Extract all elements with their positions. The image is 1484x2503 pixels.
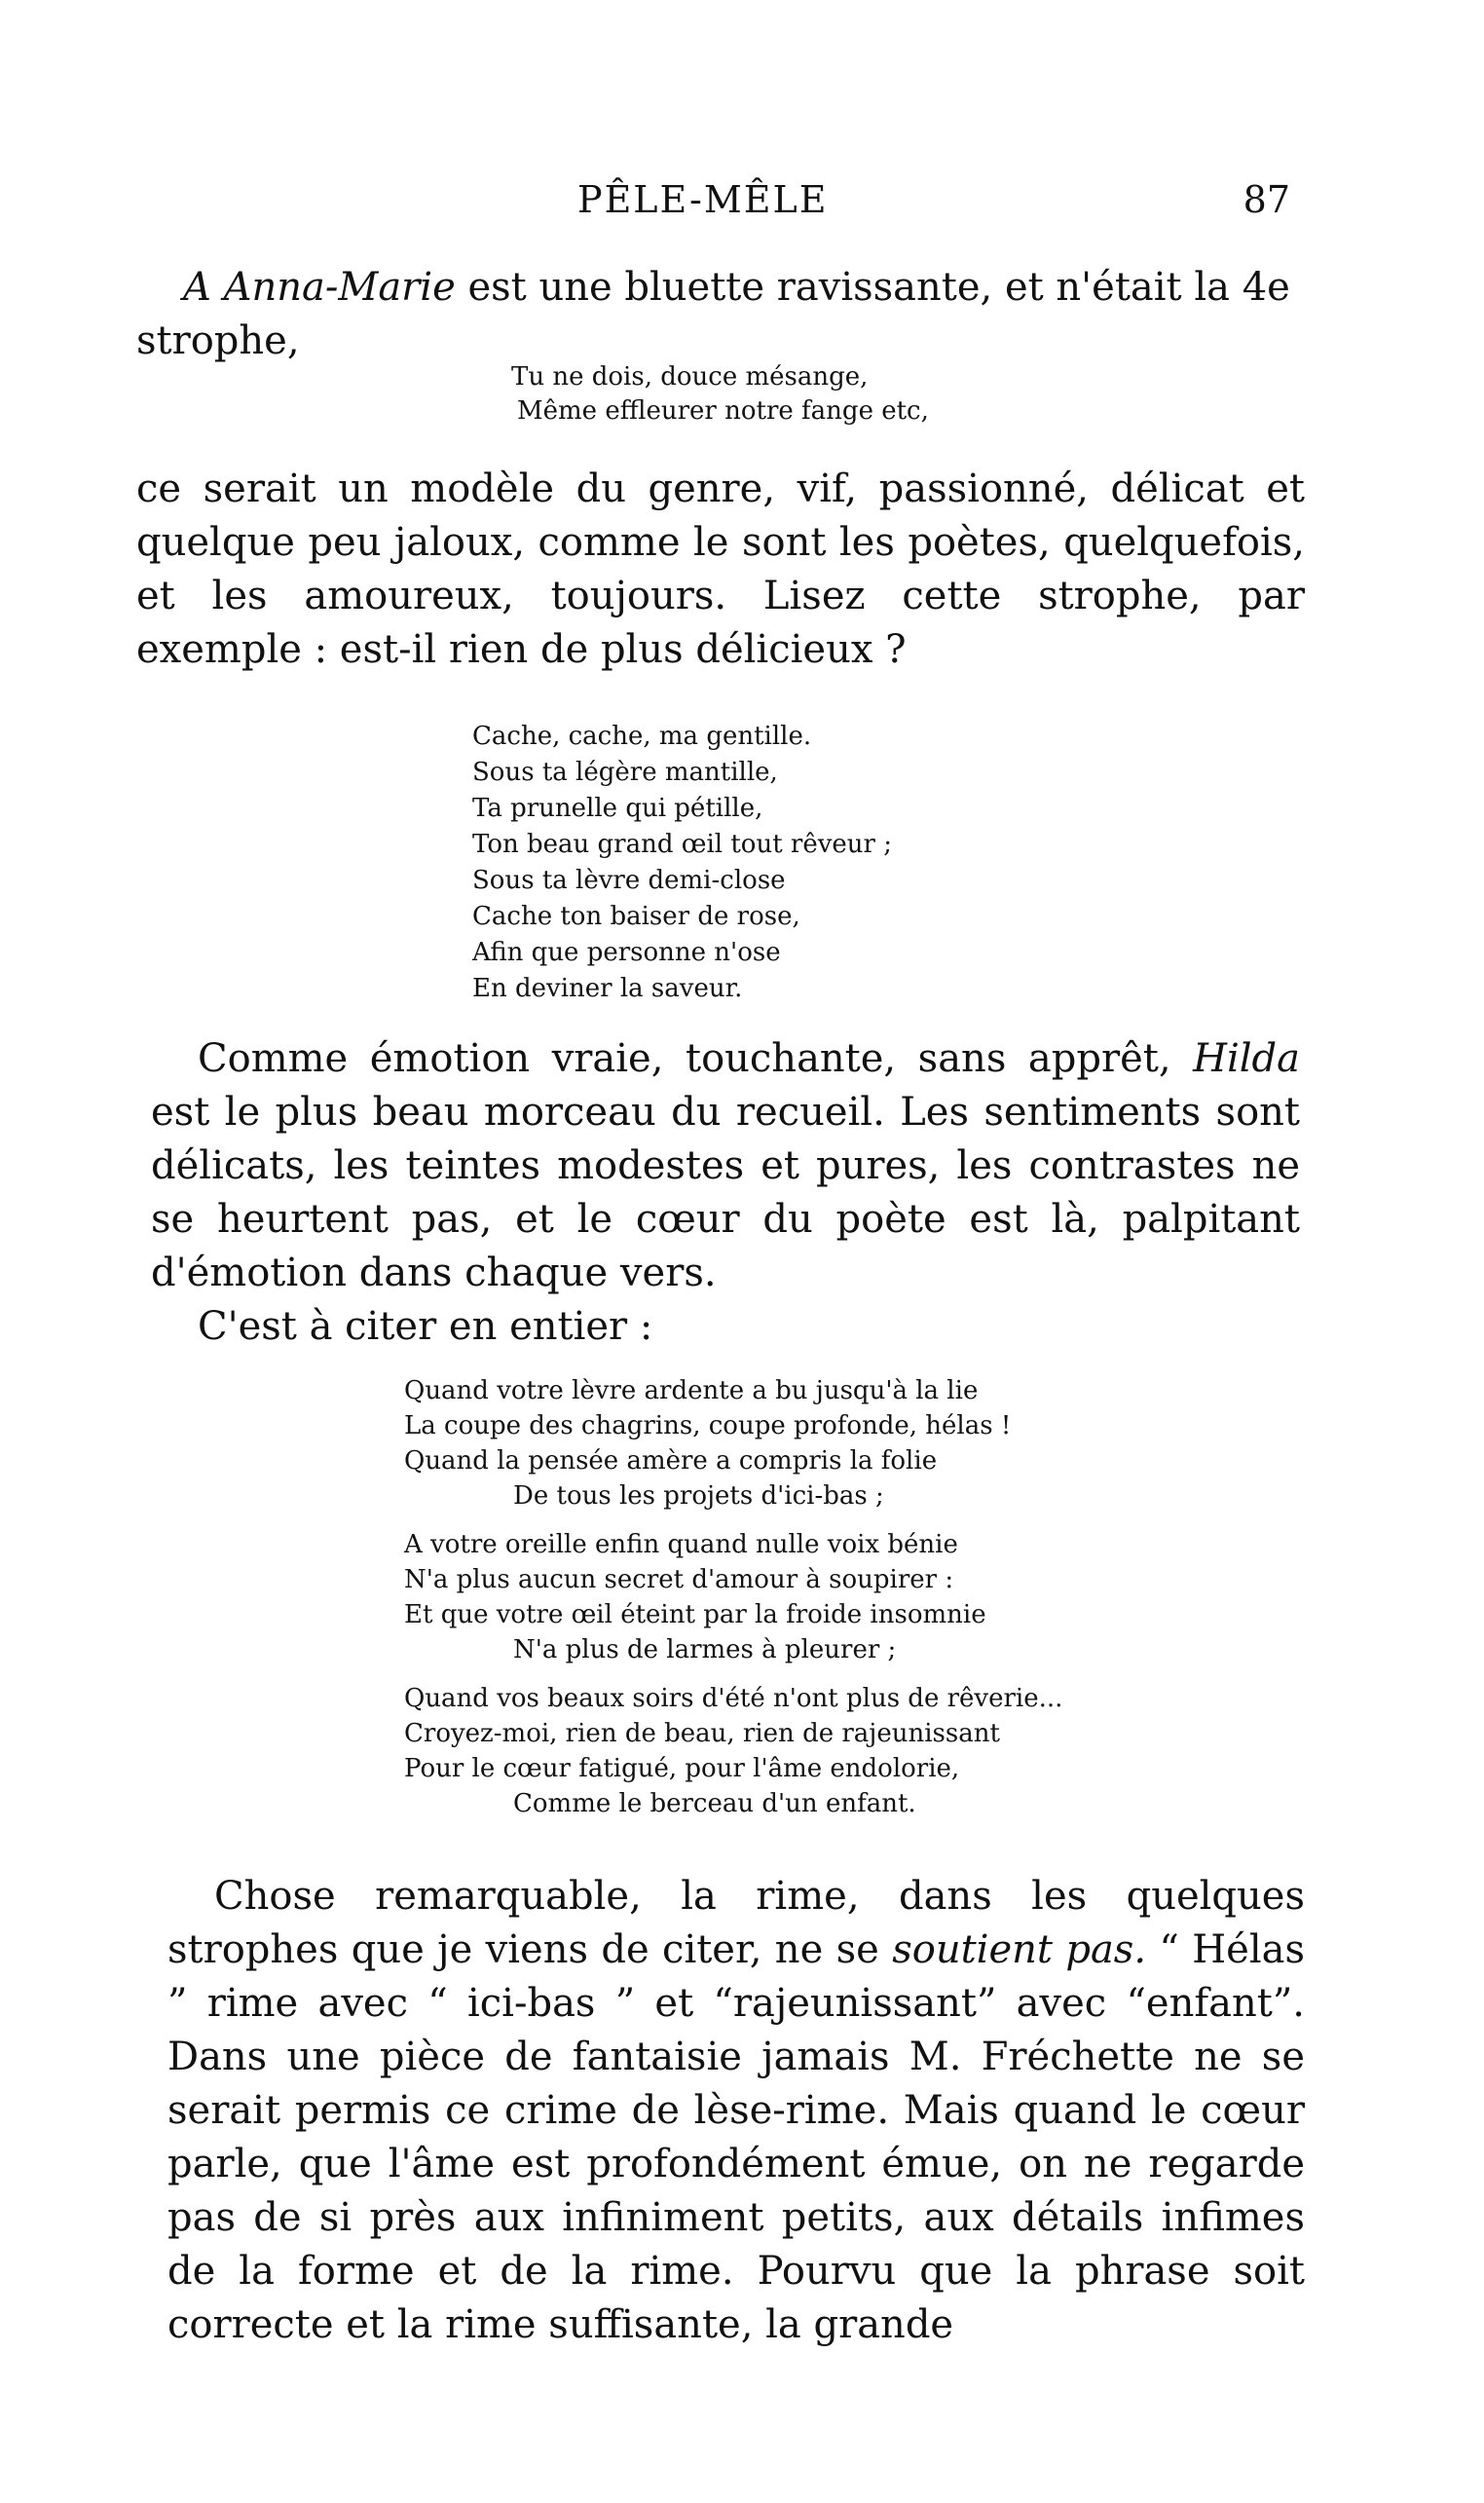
verse-line: Quand la pensée amère a compris la folie bbox=[404, 1446, 938, 1476]
verse-line: Sous ta légère mantille, bbox=[472, 758, 778, 787]
paragraph-4-text: C'est à citer en entier : bbox=[198, 1304, 653, 1349]
verse-line: Cache ton baiser de rose, bbox=[472, 902, 800, 931]
quote-strophe bbox=[511, 360, 929, 429]
stanza-1 bbox=[404, 1373, 1062, 1513]
verse-line: Quand vos beaux soirs d'été n'ont plus de rêverie... bbox=[404, 1684, 1063, 1713]
verse-line: Comme le berceau d'un enfant. bbox=[513, 1789, 916, 1818]
verse-line: De tous les projets d'ici-bas ; bbox=[513, 1481, 884, 1511]
verse-line: Sous ta lèvre demi-close bbox=[472, 866, 786, 895]
paragraph-1 bbox=[136, 261, 1305, 368]
verse-line: Pour le cœur fatigué, pour l'âme endolorie, bbox=[404, 1754, 960, 1783]
paragraph-2 bbox=[136, 463, 1305, 677]
paragraph-5 bbox=[167, 1870, 1305, 2352]
running-title: PÊLE-MÊLE bbox=[577, 178, 829, 221]
stanza-3 bbox=[404, 1681, 1062, 1821]
stanza-2 bbox=[404, 1527, 1062, 1667]
title-anna-marie: A Anna-Marie bbox=[183, 265, 456, 310]
verse-line: Cache, cache, ma gentille. bbox=[472, 722, 812, 751]
paragraph-3-before: Comme émotion vraie, touchante, sans apprêt, bbox=[198, 1036, 1194, 1081]
paragraph-3-after: est le plus beau morceau du recueil. Les sentiments sont délicats, les teintes modestes et pures, les contrastes ne se heurtent pas, et le cœur du poète est là, palpitant d'émotion dans chaque vers. bbox=[151, 1090, 1300, 1295]
verse-line: A votre oreille enfin quand nulle voix bénie bbox=[404, 1530, 958, 1559]
verse-line: Ton beau grand œil tout rêveur ; bbox=[472, 830, 893, 859]
paragraph-5-after: “ Hélas ” rime avec “ ici-bas ” et “rajeunissant” avec “enfant”. Dans une pièce de fantaisie jamais M. Fréchette ne se serait permis ce crime de lèse-rime. Mais quand le cœur parle, que l'âme est profondément émue, on ne regarde pas de si près aux infiniment petits, aux détails infimes de la forme et de la rime. Pourvu que la phrase soit correcte et la rime suffisante, la grande bbox=[167, 1927, 1305, 2347]
italic-soutient-pas: soutient pas. bbox=[892, 1927, 1147, 1972]
verse-line: Afin que personne n'ose bbox=[472, 938, 781, 967]
poem-hilda bbox=[404, 1373, 1062, 1821]
title-hilda: Hilda bbox=[1193, 1036, 1300, 1081]
verse-line: Quand votre lèvre ardente a bu jusqu'à la lie bbox=[404, 1376, 979, 1405]
paragraph-3 bbox=[151, 1032, 1300, 1300]
verse-line: N'a plus de larmes à pleurer ; bbox=[513, 1635, 897, 1664]
paragraph-1-line-1: est une bluette ravissante, et n'était la 4e bbox=[455, 265, 1290, 310]
paragraph-5-before: Chose remarquable, la rime, dans les quelques strophes que je viens de citer, ne se bbox=[167, 1874, 1305, 1972]
verse-line: En deviner la saveur. bbox=[472, 974, 743, 1003]
page-header bbox=[141, 178, 1290, 237]
verse-line: Et que votre œil éteint par la froide insomnie bbox=[404, 1600, 986, 1629]
verse-line: Même effleurer notre fange etc, bbox=[517, 396, 929, 426]
page-number: 87 bbox=[1243, 178, 1290, 221]
verse-line: Croyez-moi, rien de beau, rien de rajeunissant bbox=[404, 1719, 1000, 1748]
paragraph-4 bbox=[151, 1300, 1300, 1354]
verse-line: Ta prunelle qui pétille, bbox=[472, 794, 763, 823]
poem-cache-cache bbox=[472, 719, 892, 1007]
verse-line: Tu ne dois, douce mésange, bbox=[511, 362, 869, 392]
paragraph-1-line-2: strophe, bbox=[136, 318, 300, 363]
verse-line: La coupe des chagrins, coupe profonde, hélas ! bbox=[404, 1411, 1012, 1440]
paragraph-2-text: ce serait un modèle du genre, vif, passionné, délicat et quelque peu jaloux, comme le sont les poètes, quelquefois, et les amoureux, toujours. Lisez cette strophe, par exemple : est-il rien de plus délicieux ? bbox=[136, 467, 1305, 672]
verse-line: N'a plus aucun secret d'amour à soupirer : bbox=[404, 1565, 954, 1594]
